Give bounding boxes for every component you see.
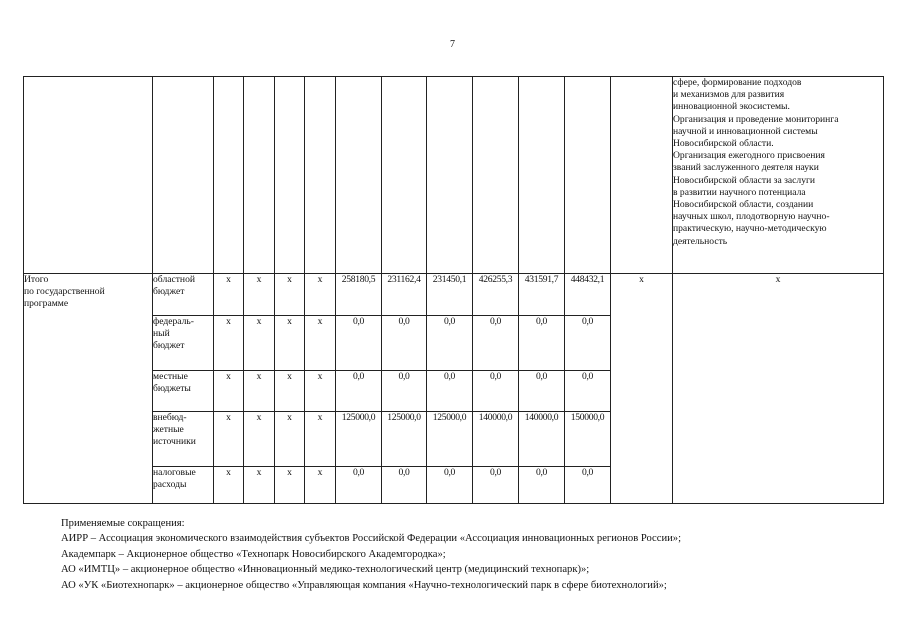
empty-cell <box>305 77 336 274</box>
mark-cell: х <box>305 274 336 316</box>
empty-cell <box>336 77 382 274</box>
value-cell: 0,0 <box>382 371 427 412</box>
empty-cell <box>427 77 473 274</box>
empty-cell <box>214 77 244 274</box>
mark-cell: х <box>244 467 275 504</box>
value-cell: 140000,0 <box>473 412 519 467</box>
funding-source: внебюд- жетные источники <box>153 412 214 467</box>
value-cell: 0,0 <box>382 316 427 371</box>
mark-cell: х <box>214 316 244 371</box>
value-cell: 0,0 <box>336 467 382 504</box>
value-cell: 0,0 <box>519 467 565 504</box>
mark-cell: х <box>244 316 275 371</box>
mark-cell: х <box>214 371 244 412</box>
value-cell: 0,0 <box>336 316 382 371</box>
mark-cell: х <box>275 412 305 467</box>
mark-cell: х <box>214 412 244 467</box>
mark-cell: х <box>305 371 336 412</box>
program-finance-table <box>23 76 884 504</box>
mark-cell: х <box>214 274 244 316</box>
value-cell: 0,0 <box>565 467 611 504</box>
mark-cell: х <box>214 467 244 504</box>
funding-source: областной бюджет <box>153 274 214 316</box>
empty-cell <box>611 77 673 274</box>
value-cell: 125000,0 <box>382 412 427 467</box>
continuation-row <box>24 77 884 274</box>
mark-cell: х <box>275 316 305 371</box>
mark-cell: х <box>305 316 336 371</box>
value-cell: 258180,5 <box>336 274 382 316</box>
empty-cell <box>565 77 611 274</box>
value-cell: 448432,1 <box>565 274 611 316</box>
empty-cell <box>244 77 275 274</box>
abbreviation-item: АО «УК «Биотехнопарк» – акционерное общество «Управляющая компания «Научно-технологический парк в сфере биотехнологий»; <box>61 579 667 591</box>
value-cell: 426255,3 <box>473 274 519 316</box>
mark-cell: х <box>275 274 305 316</box>
value-cell: 0,0 <box>565 371 611 412</box>
mark-cell: х <box>244 412 275 467</box>
value-cell: 0,0 <box>519 371 565 412</box>
funding-source: налоговые расходы <box>153 467 214 504</box>
empty-cell <box>473 77 519 274</box>
value-cell: 0,0 <box>473 371 519 412</box>
empty-cell <box>382 77 427 274</box>
value-cell: 0,0 <box>473 316 519 371</box>
value-cell: 0,0 <box>473 467 519 504</box>
value-cell: 0,0 <box>565 316 611 371</box>
abbreviation-item: АИРР – Ассоциация экономического взаимодействия субъектов Российской Федерации «Ассоциация инновационных регионов России»; <box>61 533 682 545</box>
value-cell: 150000,0 <box>565 412 611 467</box>
value-cell: 231162,4 <box>382 274 427 316</box>
abbreviation-item: АО «ИМТЦ» – акционерное общество «Инновационный медико-технологический центр (медицинский технопарк)»; <box>61 564 590 576</box>
empty-cell <box>275 77 305 274</box>
result-mark-cell: х <box>673 274 884 504</box>
mark-cell: х <box>305 412 336 467</box>
mark-cell: х <box>305 467 336 504</box>
extra-mark-cell: х <box>611 274 673 504</box>
empty-cell <box>519 77 565 274</box>
mark-cell: х <box>275 467 305 504</box>
value-cell: 431591,7 <box>519 274 565 316</box>
table-row <box>24 274 884 316</box>
abbreviations-section <box>61 516 681 593</box>
empty-cell <box>153 77 214 274</box>
page-number: 7 <box>450 39 455 50</box>
value-cell: 0,0 <box>427 316 473 371</box>
empty-cell <box>24 77 153 274</box>
value-cell: 125000,0 <box>336 412 382 467</box>
abbreviation-item: Академпарк – Акционерное общество «Технопарк Новосибирского Академгородка»; <box>61 548 446 560</box>
value-cell: 0,0 <box>336 371 382 412</box>
value-cell: 0,0 <box>427 371 473 412</box>
mark-cell: х <box>244 371 275 412</box>
funding-source: местные бюджеты <box>153 371 214 412</box>
total-label: Итого по государственной программе <box>24 274 153 504</box>
value-cell: 0,0 <box>427 467 473 504</box>
value-cell: 231450,1 <box>427 274 473 316</box>
funding-source: федераль- ный бюджет <box>153 316 214 371</box>
value-cell: 0,0 <box>382 467 427 504</box>
value-cell: 0,0 <box>519 316 565 371</box>
mark-cell: х <box>244 274 275 316</box>
mark-cell: х <box>275 371 305 412</box>
activity-description: сфере, формирование подходов и механизмов для развития инновационной экосистемы. Организация и проведение мониторинга научной и инновационной системы Новосибирской области. Организация ежегодного присвоения званий заслуженного деятеля науки Новосибирской области за заслуги в развитии научного потенциала Новосибирской области, создании научных школ, плодотворную научно- практическую, научно-методическую деятельность <box>673 77 884 274</box>
value-cell: 140000,0 <box>519 412 565 467</box>
abbreviations-heading: Применяемые сокращения: <box>61 518 185 529</box>
value-cell: 125000,0 <box>427 412 473 467</box>
